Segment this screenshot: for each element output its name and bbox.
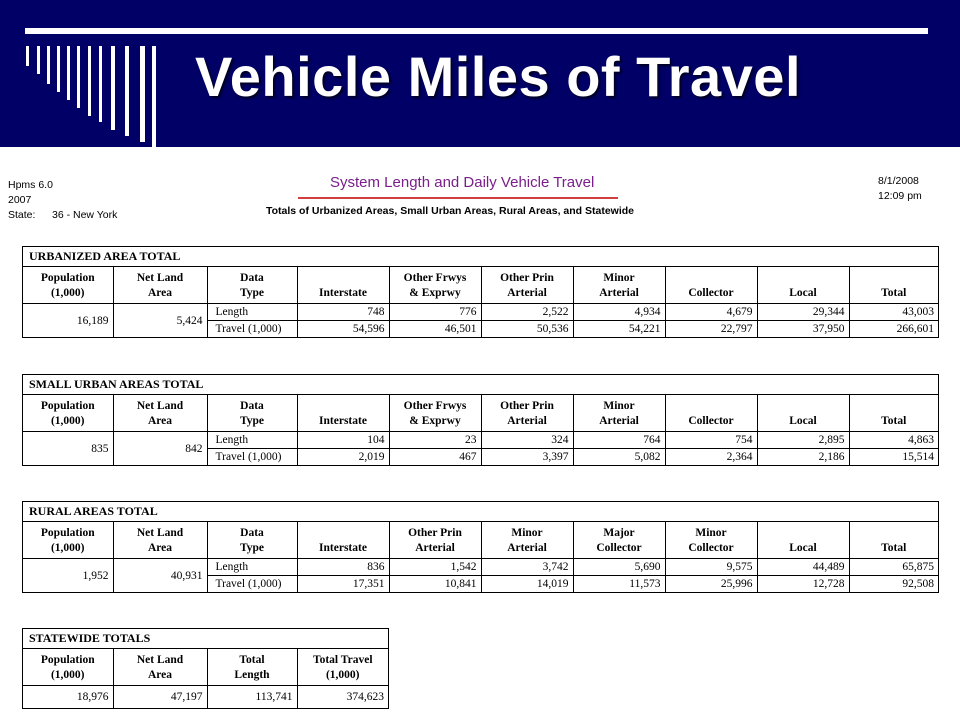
slide-header (0, 0, 960, 147)
net-land-cell: 842 (113, 432, 207, 466)
col-header: Population (1,000) (23, 522, 113, 559)
col-header: Population (1,000) (23, 267, 113, 304)
data-type-cell: Length (207, 304, 297, 321)
rural-areas-table (22, 501, 939, 593)
table-row (23, 559, 938, 576)
value-cell: 324 (481, 432, 573, 449)
col-header: Other Prin Arterial (389, 522, 481, 559)
section-title: URBANIZED AREA TOTAL (23, 247, 938, 267)
section-title: RURAL AREAS TOTAL (23, 502, 938, 522)
data-type-cell: Length (207, 559, 297, 576)
value-cell: 47,197 (113, 686, 207, 709)
value-cell: 374,623 (346, 691, 384, 703)
value-cell: 764 (573, 432, 665, 449)
col-header: Total (849, 395, 938, 432)
data-grid (23, 649, 388, 708)
population-cell: 16,189 (23, 304, 113, 338)
table-row (23, 432, 938, 449)
header-row (23, 395, 938, 432)
value-cell: 14,019 (481, 576, 573, 593)
col-header: Interstate (297, 267, 389, 304)
value-cell: 2,895 (757, 432, 849, 449)
value-cell: 37,950 (757, 321, 849, 338)
state-label: State: (8, 209, 36, 221)
value-cell: 467 (389, 449, 481, 466)
state-row (8, 208, 117, 223)
col-header: Population (1,000) (23, 649, 113, 686)
data-type-cell: Travel (1,000) (207, 449, 297, 466)
col-header: Total (849, 522, 938, 559)
value-cell: 50,536 (481, 321, 573, 338)
col-header: Minor Collector (665, 522, 757, 559)
value-cell: 25,996 (665, 576, 757, 593)
col-header: Data Type (207, 522, 297, 559)
col-header: Interstate (297, 522, 389, 559)
value-cell: 104 (297, 432, 389, 449)
value-cell: 2,364 (665, 449, 757, 466)
col-header: Net Land Area (113, 395, 207, 432)
value-cell: 12,728 (757, 576, 849, 593)
col-header: Other Prin Arterial (481, 267, 573, 304)
value-cell: 18,976 (23, 686, 113, 709)
col-header: Total Length (207, 649, 297, 686)
report-date: 8/1/2008 (878, 175, 919, 187)
col-header: Net Land Area (113, 649, 207, 686)
small-urban-areas-table (22, 374, 939, 466)
header-row (23, 522, 938, 559)
value-cell: 2,186 (757, 449, 849, 466)
value-cell: 29,344 (757, 304, 849, 321)
value-cell: 3,397 (481, 449, 573, 466)
value-cell: 54,221 (573, 321, 665, 338)
col-header: Minor Arterial (573, 395, 665, 432)
header-row (23, 267, 938, 304)
col-header: Net Land Area (113, 522, 207, 559)
value-cell: 5,690 (573, 559, 665, 576)
col-header: Minor Arterial (481, 522, 573, 559)
value-cell: 776 (389, 304, 481, 321)
col-header: Total Travel (1,000) (297, 649, 388, 686)
value-cell: 22,797 (665, 321, 757, 338)
col-header: Collector (665, 395, 757, 432)
value-cell: 1,542 (389, 559, 481, 576)
section-title: STATEWIDE TOTALS (23, 629, 388, 649)
slide-title: Vehicle Miles of Travel (195, 45, 802, 108)
value-cell: 15,514 (849, 449, 938, 466)
value-cell: 4,679 (665, 304, 757, 321)
report-meta-left (8, 178, 117, 223)
net-land-cell: 5,424 (113, 304, 207, 338)
value-cell: 10,841 (389, 576, 481, 593)
value-cell: 44,489 (757, 559, 849, 576)
table-row (23, 686, 388, 709)
value-cell: 2,019 (297, 449, 389, 466)
table-row (23, 304, 938, 321)
population-cell: 1,952 (23, 559, 113, 593)
col-header: Minor Arterial (573, 267, 665, 304)
col-header: Local (757, 395, 849, 432)
value-cell: 3,742 (481, 559, 573, 576)
col-header: Population (1,000) (23, 395, 113, 432)
value-cell: 836 (297, 559, 389, 576)
section-title: SMALL URBAN AREAS TOTAL (23, 375, 938, 395)
report-subtitle: Totals of Urbanized Areas, Small Urban Areas, Rural Areas, and Statewide (266, 205, 634, 217)
col-header: Data Type (207, 395, 297, 432)
data-grid (23, 522, 938, 592)
value-cell: 23 (389, 432, 481, 449)
col-header: Collector (665, 267, 757, 304)
col-header: Interstate (297, 395, 389, 432)
data-type-cell: Travel (1,000) (207, 321, 297, 338)
statewide-totals-table (22, 628, 389, 709)
net-land-cell: 40,931 (113, 559, 207, 593)
col-header: Major Collector (573, 522, 665, 559)
data-type-cell: Length (207, 432, 297, 449)
report-meta-right (878, 174, 922, 204)
value-cell: 92,508 (849, 576, 938, 593)
value-cell: 9,575 (665, 559, 757, 576)
value-cell: 5,082 (573, 449, 665, 466)
software-version: Hpms 6.0 (8, 179, 53, 191)
report-time: 12:09 pm (878, 190, 922, 202)
col-header: Local (757, 267, 849, 304)
value-cell: 4,863 (908, 434, 934, 446)
header-top-rule (25, 28, 928, 34)
data-grid (23, 267, 938, 337)
value-cell: 65,875 (902, 561, 934, 573)
value-cell: 11,573 (573, 576, 665, 593)
data-type-cell: Travel (1,000) (207, 576, 297, 593)
col-header: Other Frwys & Exprwy (389, 395, 481, 432)
state-value: 36 - New York (52, 209, 118, 221)
value-cell: 754 (665, 432, 757, 449)
report-year: 2007 (8, 194, 32, 206)
value-cell: 54,596 (297, 321, 389, 338)
value-cell: 17,351 (297, 576, 389, 593)
urbanized-area-table (22, 246, 939, 338)
value-cell: 46,501 (389, 321, 481, 338)
value-cell: 43,003 (902, 306, 934, 318)
value-cell: 748 (297, 304, 389, 321)
value-cell: 4,934 (573, 304, 665, 321)
col-header: Net Land Area (113, 267, 207, 304)
col-header: Total (849, 267, 938, 304)
col-header: Data Type (207, 267, 297, 304)
value-cell: 266,601 (849, 321, 938, 338)
col-header: Other Prin Arterial (481, 395, 573, 432)
data-grid (23, 395, 938, 465)
population-cell: 835 (23, 432, 113, 466)
col-header: Other Frwys & Exprwy (389, 267, 481, 304)
value-cell: 2,522 (481, 304, 573, 321)
report-title-underline (298, 197, 618, 199)
col-header: Local (757, 522, 849, 559)
header-row (23, 649, 388, 686)
value-cell: 113,741 (207, 686, 297, 709)
report-title: System Length and Daily Vehicle Travel (330, 174, 595, 191)
